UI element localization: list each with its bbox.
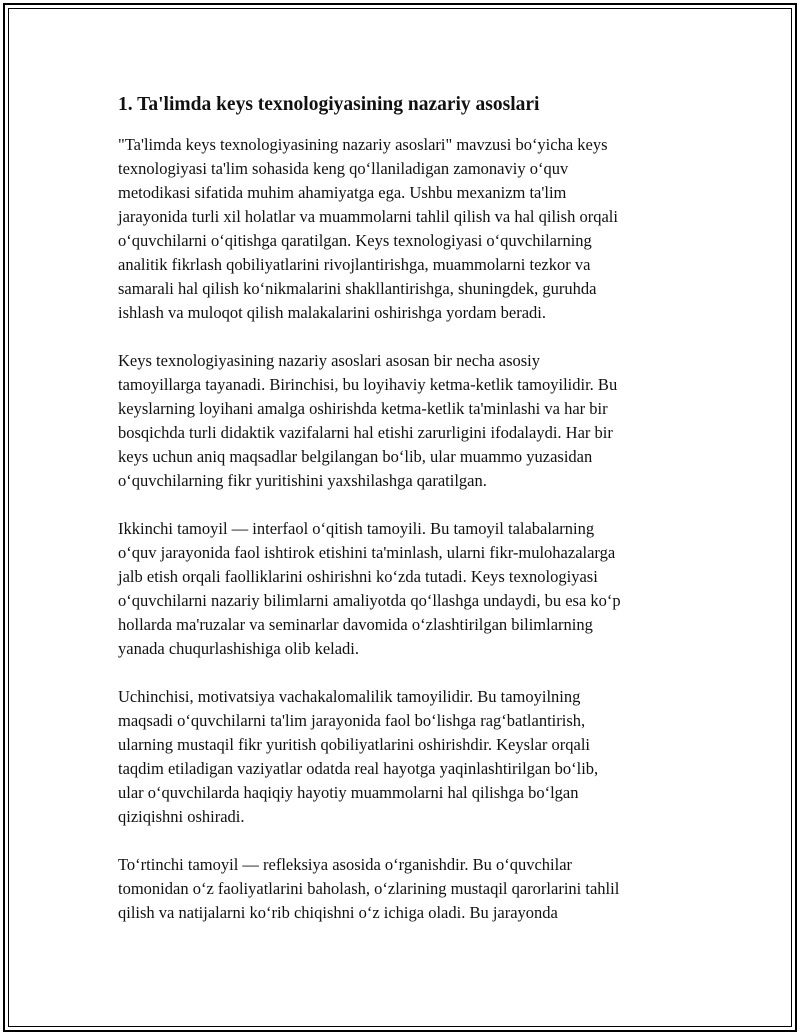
document-body — [118, 92, 692, 949]
text-line: yanada chuqurlashishiga olib keladi. — [118, 639, 360, 658]
text-line: tomonidan o‘z faoliyatlarini baholash, o‘zlarining mustaqil qarorlarini tahlil — [118, 879, 620, 898]
text-line: To‘rtinchi tamoyil — refleksiya asosida o‘rganishdir. Bu o‘quvchilar — [118, 855, 573, 874]
text-line: o‘quvchilarni nazariy bilimlarni amaliyotda qo‘llashga undaydi, bu esa ko‘p — [118, 591, 621, 610]
paragraph-first-principle — [118, 349, 692, 493]
text-line: metodikasi sifatida muhim ahamiyatga ega. Ushbu mexanizm ta'lim — [118, 183, 567, 202]
text-line: o‘quvchilarni o‘qitishga qaratilgan. Keys texnologiyasi o‘quvchilarning — [118, 231, 592, 250]
text-line: keys uchun aniq maqsadlar belgilangan bo‘lib, ular muammo yuzasidan — [118, 447, 593, 466]
text-line: jarayonida turli xil holatlar va muammolarni tahlil qilish va hal qilish orqali — [118, 207, 618, 226]
text-line: ishlash va muloqot qilish malakalarini oshirishga yordam beradi. — [118, 303, 547, 322]
paragraph-third-principle — [118, 685, 692, 829]
text-line: qiziqishni oshiradi. — [118, 807, 245, 826]
text-line: Uchinchisi, motivatsiya vachakalomalilik tamoyilidir. Bu tamoyilning — [118, 687, 581, 706]
text-line: ular o‘quvchilarda haqiqiy hayotiy muammolarni hal qilishga bo‘lgan — [118, 783, 579, 802]
text-line: maqsadi o‘quvchilarni ta'lim jarayonida faol bo‘lishga rag‘batlantirish, — [118, 711, 586, 730]
text-line: jalb etish orqali faolliklarini oshirishni ko‘zda tutadi. Keys texnologiyasi — [118, 567, 598, 586]
text-line: o‘quvchilarning fikr yuritishini yaxshilashga qaratilgan. — [118, 471, 487, 490]
text-line: o‘quv jarayonida faol ishtirok etishini ta'minlash, ularni fikr-mulohazalarga — [118, 543, 616, 562]
paragraph-fourth-principle — [118, 853, 692, 925]
text-line: samarali hal qilish ko‘nikmalarini shakllantirishga, shuningdek, guruhda — [118, 279, 597, 298]
text-line: ularning mustaqil fikr yuritish qobiliyatlarini oshirishdir. Keyslar orqali — [118, 735, 591, 754]
text-line: tamoyillarga tayanadi. Birinchisi, bu loyihaviy ketma-ketlik tamoyilidir. Bu — [118, 375, 618, 394]
text-line: texnologiyasi ta'lim sohasida keng qo‘llaniladigan zamonaviy o‘quv — [118, 159, 569, 178]
text-line: Ikkinchi tamoyil — interfaol o‘qitish tamoyili. Bu tamoyil talabalarning — [118, 519, 595, 538]
section-heading: 1. Ta'limda keys texnologiyasining nazariy asoslari — [118, 94, 540, 115]
text-line: taqdim etiladigan vaziyatlar odatda real hayotga yaqinlashtirilgan bo‘lib, — [118, 759, 599, 778]
paragraph-intro — [118, 133, 692, 325]
text-line: qilish va natijalarni ko‘rib chiqishni o‘z ichiga oladi. Bu jarayonda — [118, 903, 558, 922]
text-line: bosqichda turli didaktik vazifalarni hal etishi zarurligini ifodalaydi. Har bir — [118, 423, 613, 442]
paragraph-second-principle — [118, 517, 692, 661]
text-line: hollarda ma'ruzalar va seminarlar davomida o‘zlashtirilgan bilimlarning — [118, 615, 593, 634]
text-line: keyslarning loyihani amalga oshirishda ketma-ketlik ta'minlashi va har bir — [118, 399, 608, 418]
text-line: Keys texnologiyasining nazariy asoslari asosan bir necha asosiy — [118, 351, 541, 370]
text-line: analitik fikrlash qobiliyatlarini rivojlantirishga, muammolarni tezkor va — [118, 255, 591, 274]
text-line: "Ta'limda keys texnologiyasining nazariy asoslari" mavzusi bo‘yicha keys — [118, 135, 608, 154]
